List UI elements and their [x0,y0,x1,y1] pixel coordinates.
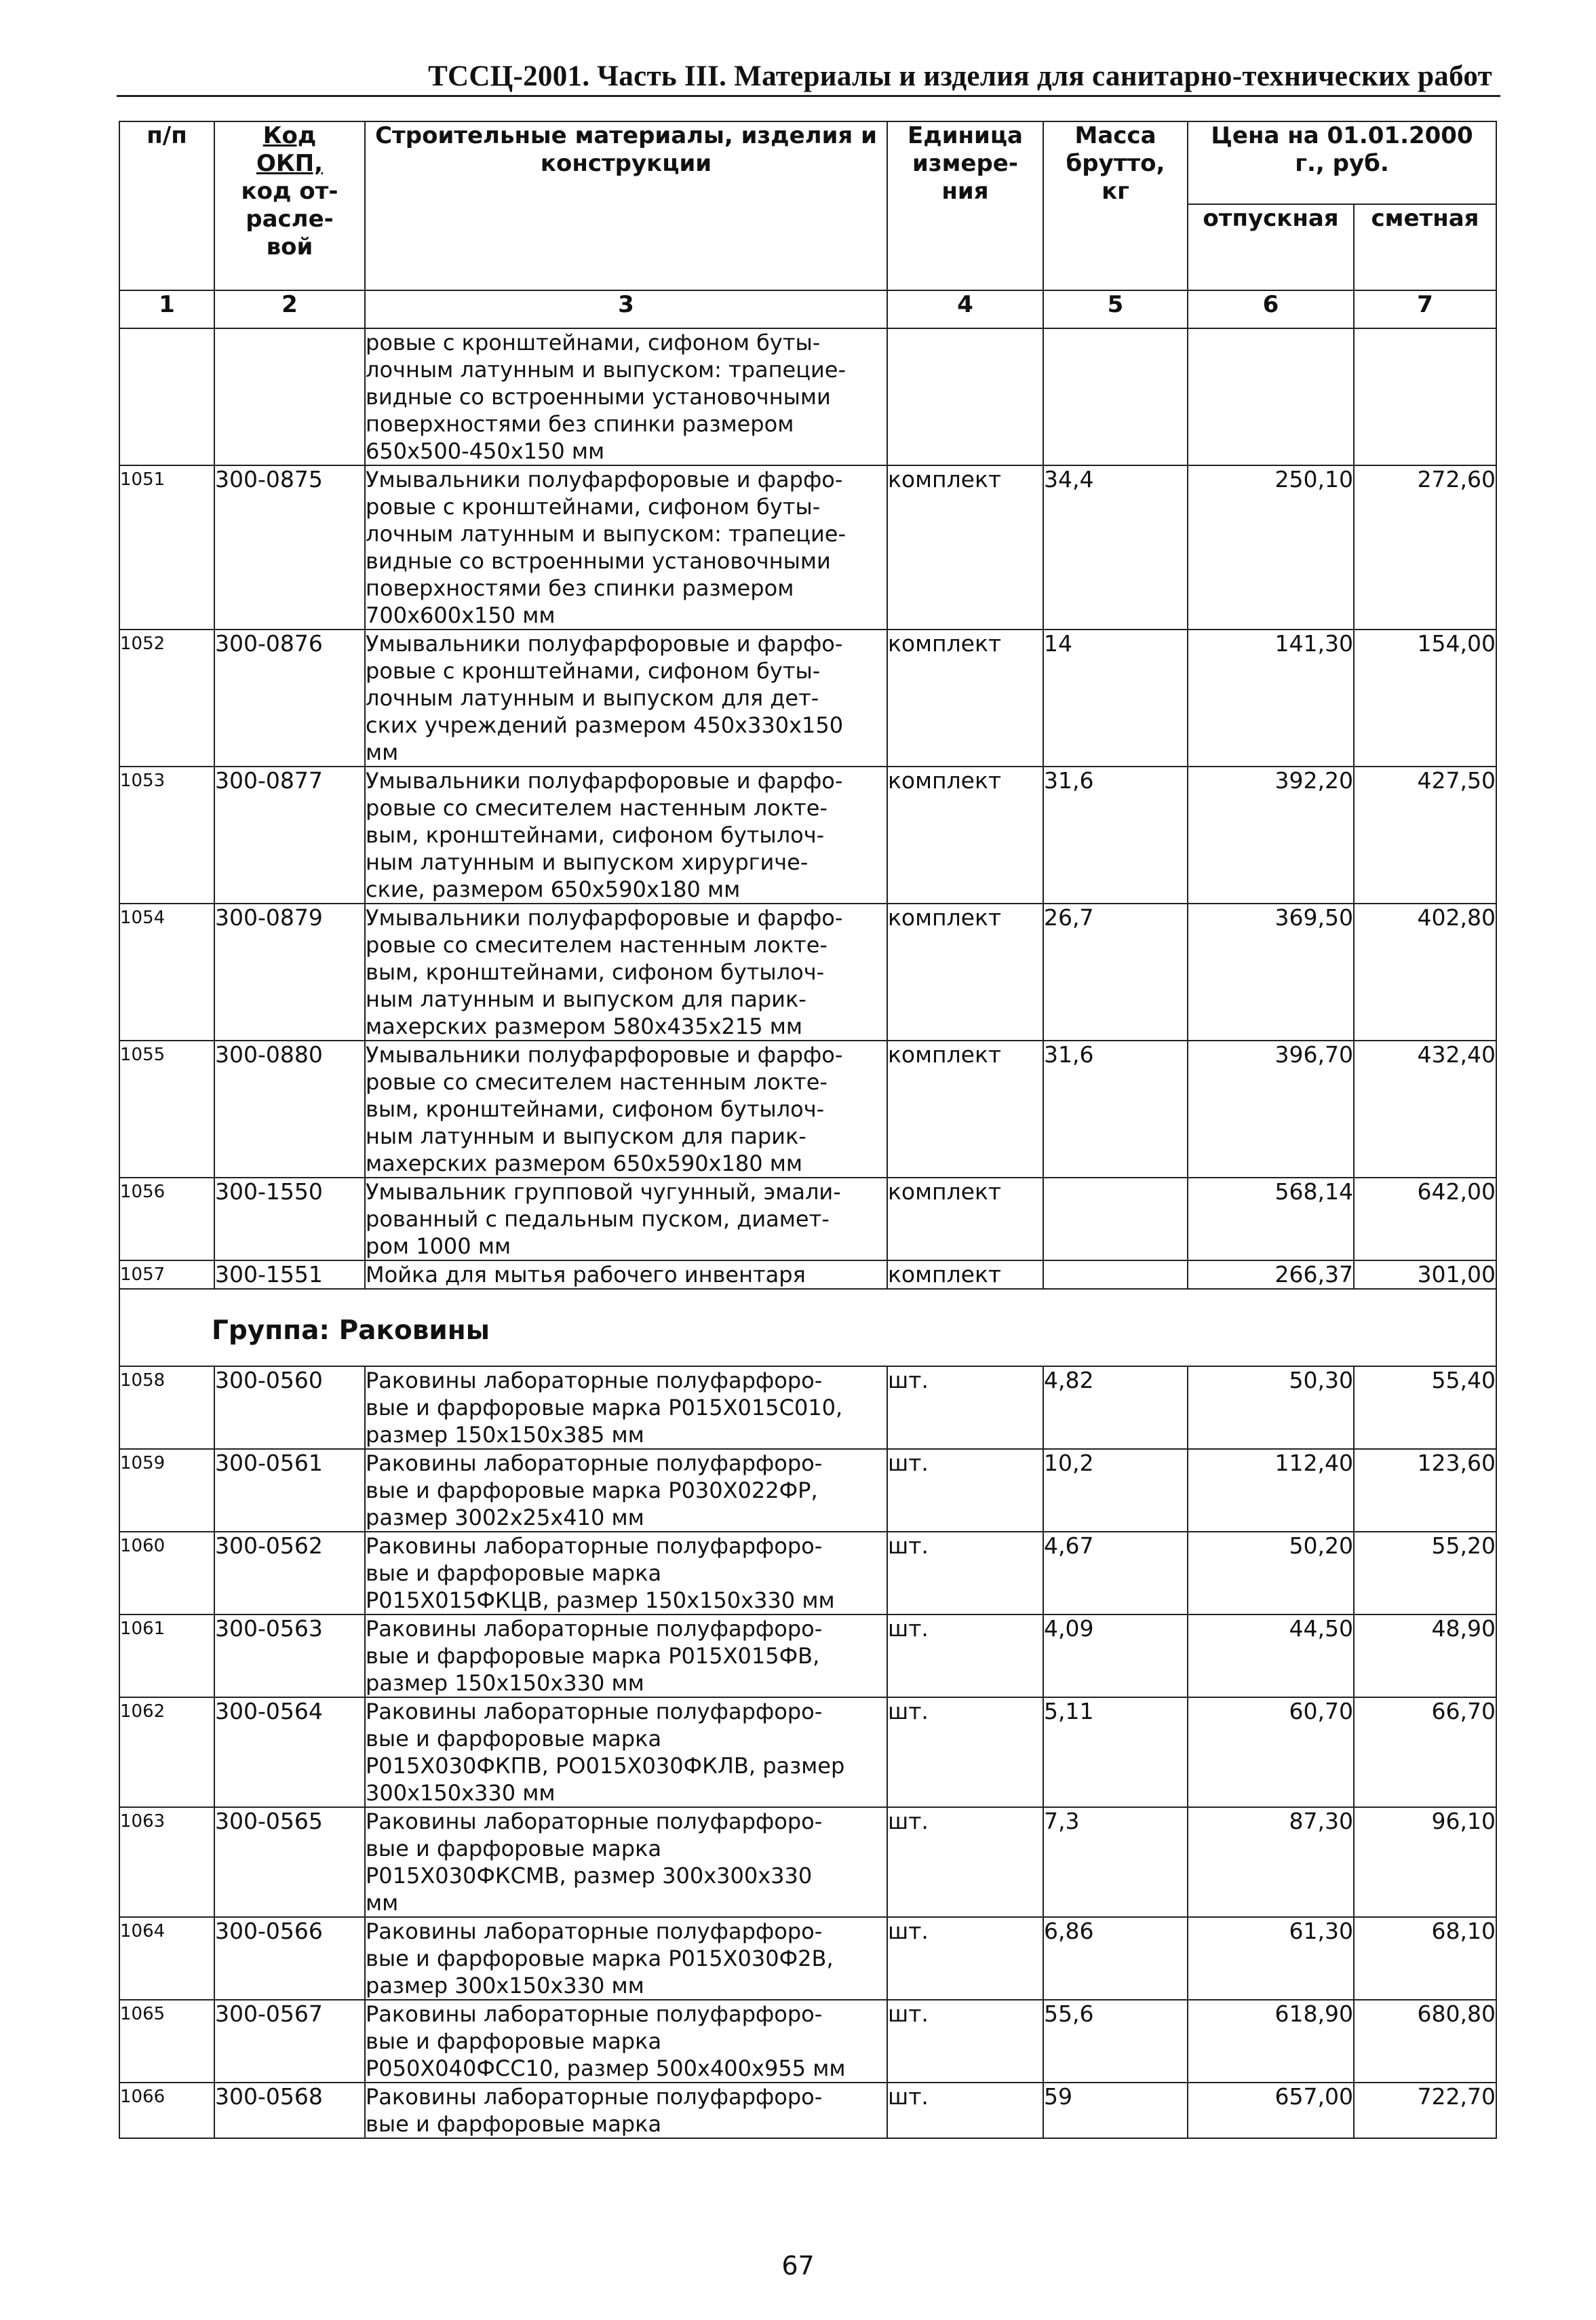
description-line: вые и фарфоровые марка Р030Х022ФР, [366,1477,818,1503]
description-line: ром 1000 мм [366,1233,511,1259]
product-code: 300-0562 [214,1532,365,1615]
unit-of-measure: шт. [887,1366,1043,1449]
product-code: 300-1551 [214,1260,365,1289]
description-line: вые и фарфоровые марка [366,1836,662,1861]
estimate-price: 301,00 [1354,1260,1496,1289]
description-line: Умывальники полуфарфоровые и фарфо- [366,467,843,492]
column-number-row [119,290,1496,328]
description-line: размер 3002х25х410 мм [366,1505,644,1530]
table-row [119,1615,1496,1697]
row-number: 1056 [119,1178,214,1260]
continuation-description: ровые с кронштейнами, сифоном буты- лочным латунным и выпуском: трапецие- видные со встроенными установочными поверхностями без спинки размером 650х500-450х150 мм [365,328,887,465]
product-code: 300-0564 [214,1697,365,1807]
unit-of-measure: шт. [887,1697,1043,1807]
column-number: 1 [119,290,214,328]
gross-mass: 26,7 [1043,904,1188,1041]
materials-price-table [119,121,1497,2139]
row-number: 1061 [119,1615,214,1697]
item-description [365,2000,887,2083]
gross-mass: 14 [1043,630,1188,767]
page-number: 67 [781,2251,815,2281]
description-line: размер 300х150х330 мм [366,1973,644,1998]
description-line: Раковины лабораторные полуфарфоро- [366,2084,823,2110]
description-line: вым, кронштейнами, сифоном бутылоч- [366,822,825,848]
row-number: 1054 [119,904,214,1041]
column-number: 4 [887,290,1043,328]
estimate-price: 154,00 [1354,630,1496,767]
unit-of-measure: комплект [887,1178,1043,1260]
table-row [119,1260,1496,1289]
gross-mass [1043,1260,1188,1289]
description-line: махерских размером 580х435х215 мм [366,1013,803,1039]
description-line: ным латунным и выпуском для парик- [366,986,806,1012]
table-body-sinks [119,1366,1496,2138]
item-description [365,1178,887,1260]
table-row [119,1041,1496,1178]
description-line: вые и фарфоровые марка [366,2028,662,2054]
description-line: 700х600х150 мм [366,602,556,628]
table-body-washbasins [119,328,1496,1289]
unit-of-measure: комплект [887,904,1043,1041]
unit-of-measure: комплект [887,465,1043,630]
row-number: 1051 [119,465,214,630]
header-description: Строительные материалы, изделия и конструкции [365,121,887,290]
description-line: вые и фарфоровые марка Р015Х030Ф2В, [366,1946,834,1971]
row-number: 1062 [119,1697,214,1807]
estimate-price: 402,80 [1354,904,1496,1041]
description-line: ровые с кронштейнами, сифоном буты- [366,494,821,520]
unit-of-measure: шт. [887,1532,1043,1615]
description-line: ровые со смесителем настенным локте- [366,1069,828,1095]
table-row [119,1697,1496,1807]
column-number: 6 [1188,290,1354,328]
description-line: вые и фарфоровые марка [366,1726,662,1752]
unit-of-measure: комплект [887,767,1043,904]
description-line: Раковины лабораторные полуфарфоро- [366,1809,823,1834]
unit-of-measure: шт. [887,2000,1043,2083]
item-description [365,1807,887,1917]
product-code: 300-1550 [214,1178,365,1260]
product-code: 300-0561 [214,1449,365,1532]
gross-mass: 4,67 [1043,1532,1188,1615]
row-number: 1052 [119,630,214,767]
release-price: 396,70 [1188,1041,1354,1178]
description-line: мм [366,1890,399,1916]
release-price: 266,37 [1188,1260,1354,1289]
item-description [365,1449,887,1532]
product-code: 300-0567 [214,2000,365,2083]
group-title: Группа: Раковины [212,1315,490,1346]
unit-of-measure: комплект [887,1260,1043,1289]
description-line: Р015Х030ФКПВ, РО015Х030ФКЛВ, размер [366,1753,845,1779]
description-line: Раковины лабораторные полуфарфоро- [366,1450,823,1476]
unit-of-measure: шт. [887,1449,1043,1532]
estimate-price: 427,50 [1354,767,1496,904]
unit-of-measure: шт. [887,1615,1043,1697]
description-line: поверхностями без спинки размером [366,575,794,601]
description-line: лочным латунным и выпуском для дет- [366,685,819,711]
description-line: ным латунным и выпуском хирургиче- [366,849,809,875]
running-header-title: ТССЦ-2001. Часть III. Материалы и изделия для санитарно-технических работ [428,60,1492,92]
description-line: Умывальники полуфарфоровые и фарфо- [366,905,843,931]
description-line: ным латунным и выпуском для парик- [366,1123,806,1149]
row-number: 1058 [119,1366,214,1449]
continuation-row [119,328,1496,465]
header-code: Код ОКП, код от- расле- вой [214,121,365,290]
estimate-price: 680,80 [1354,2000,1496,2083]
table-row [119,1532,1496,1615]
release-price: 568,14 [1188,1178,1354,1260]
header-price-release: отпускная [1188,204,1354,290]
release-price: 50,30 [1188,1366,1354,1449]
release-price: 618,90 [1188,2000,1354,2083]
release-price: 250,10 [1188,465,1354,630]
row-number: 1057 [119,1260,214,1289]
release-price: 50,20 [1188,1532,1354,1615]
column-number: 3 [365,290,887,328]
gross-mass [1043,1178,1188,1260]
table-row [119,904,1496,1041]
release-price: 61,30 [1188,1917,1354,2000]
item-description [365,767,887,904]
row-number: 1064 [119,1917,214,2000]
header-rule [117,95,1500,97]
table-row [119,1807,1496,1917]
product-code: 300-0568 [214,2083,365,2138]
description-line: Раковины лабораторные полуфарфоро- [366,1616,823,1642]
description-line: махерских размером 650х590х180 мм [366,1151,803,1176]
product-code: 300-0875 [214,465,365,630]
table-row [119,2000,1496,2083]
description-line: 300х150х330 мм [366,1780,556,1806]
header-price-estimate: сметная [1354,204,1496,290]
estimate-price: 68,10 [1354,1917,1496,2000]
description-line: Умывальники полуфарфоровые и фарфо- [366,631,843,657]
table-row [119,465,1496,630]
product-code: 300-0565 [214,1807,365,1917]
description-line: вым, кронштейнами, сифоном бутылоч- [366,959,825,985]
description-line: Умывальники полуфарфоровые и фарфо- [366,768,843,794]
item-description [365,1917,887,2000]
product-code: 300-0563 [214,1615,365,1697]
product-code: 300-0880 [214,1041,365,1178]
description-line: ровые с кронштейнами, сифоном буты- [366,658,821,684]
description-line: мм [366,739,399,765]
release-price: 112,40 [1188,1449,1354,1532]
product-code: 300-0566 [214,1917,365,2000]
description-line: ские, размером 650х590х180 мм [366,876,741,902]
table-row [119,630,1496,767]
release-price: 44,50 [1188,1615,1354,1697]
unit-of-measure: комплект [887,630,1043,767]
estimate-price: 55,20 [1354,1532,1496,1615]
item-description [365,1532,887,1615]
item-description [365,1260,887,1289]
release-price: 369,50 [1188,904,1354,1041]
description-line: Умывальник групповой чугунный, эмали- [366,1179,841,1205]
header-num: п/п [119,121,214,290]
estimate-price: 66,70 [1354,1697,1496,1807]
description-line: Р015Х015ФКЦВ, размер 150х150х330 мм [366,1587,835,1613]
unit-of-measure: шт. [887,1807,1043,1917]
group-heading-row [119,1289,1496,1366]
product-code: 300-0876 [214,630,365,767]
description-line: Мойка для мытья рабочего инвентаря [366,1262,806,1288]
description-line: Умывальники полуфарфоровые и фарфо- [366,1042,843,1068]
description-line: видные со встроенными установочными [366,548,831,574]
item-description [365,1366,887,1449]
row-number: 1066 [119,2083,214,2138]
description-line: Р050Х040ФСС10, размер 500х400х955 мм [366,2055,846,2081]
table-row [119,1917,1496,2000]
group-heading-body [119,1289,1496,1366]
description-line: размер 150х150х330 мм [366,1670,644,1696]
estimate-price: 722,70 [1354,2083,1496,2138]
description-line: вые и фарфоровые марка Р015Х015С010, [366,1395,843,1420]
release-price: 657,00 [1188,2083,1354,2138]
estimate-price: 272,60 [1354,465,1496,630]
description-line: Раковины лабораторные полуфарфоро- [366,1533,823,1559]
row-number: 1060 [119,1532,214,1615]
gross-mass: 31,6 [1043,1041,1188,1178]
description-line: ских учреждений размером 450х330х150 [366,712,844,738]
item-description [365,630,887,767]
header-mass: Масса брутто, кг [1043,121,1188,290]
row-number: 1055 [119,1041,214,1178]
description-line: Раковины лабораторные полуфарфоро- [366,1368,823,1393]
description-line: рованный с педальным пуском, диамет- [366,1206,830,1232]
item-description [365,465,887,630]
release-price: 60,70 [1188,1697,1354,1807]
item-description [365,904,887,1041]
estimate-price: 642,00 [1354,1178,1496,1260]
row-number: 1059 [119,1449,214,1532]
release-price: 141,30 [1188,630,1354,767]
description-line: размер 150х150х385 мм [366,1422,644,1448]
item-description [365,1041,887,1178]
column-number: 2 [214,290,365,328]
description-line: вые и фарфоровые марка [366,2111,662,2137]
item-description [365,2083,887,2138]
gross-mass: 4,82 [1043,1366,1188,1449]
gross-mass: 5,11 [1043,1697,1188,1807]
product-code: 300-0879 [214,904,365,1041]
table-row [119,1449,1496,1532]
description-line: Раковины лабораторные полуфарфоро- [366,1918,823,1944]
item-description [365,1697,887,1807]
gross-mass: 34,4 [1043,465,1188,630]
gross-mass: 6,86 [1043,1917,1188,2000]
product-code: 300-0560 [214,1366,365,1449]
description-line: вые и фарфоровые марка [366,1560,662,1586]
column-number: 7 [1354,290,1496,328]
description-line: лочным латунным и выпуском: трапецие- [366,521,846,547]
column-number: 5 [1043,290,1188,328]
description-line: вые и фарфоровые марка Р015Х015ФВ, [366,1643,820,1669]
table-header-row-top [119,121,1496,204]
description-line: ровые со смесителем настенным локте- [366,932,828,958]
estimate-price: 55,40 [1354,1366,1496,1449]
gross-mass: 31,6 [1043,767,1188,904]
header-price: Цена на 01.01.2000 г., руб. [1188,121,1496,204]
product-code: 300-0877 [214,767,365,904]
row-number: 1063 [119,1807,214,1917]
estimate-price: 96,10 [1354,1807,1496,1917]
header-unit: Единица измере- ния [887,121,1043,290]
gross-mass: 59 [1043,2083,1188,2138]
row-number: 1065 [119,2000,214,2083]
description-line: Р015Х030ФКСМВ, размер 300х300х330 [366,1863,813,1889]
release-price: 392,20 [1188,767,1354,904]
description-line: вым, кронштейнами, сифоном бутылоч- [366,1096,825,1122]
unit-of-measure: шт. [887,2083,1043,2138]
table-row [119,767,1496,904]
gross-mass: 4,09 [1043,1615,1188,1697]
table-row [119,1178,1496,1260]
gross-mass: 10,2 [1043,1449,1188,1532]
estimate-price: 48,90 [1354,1615,1496,1697]
row-number: 1053 [119,767,214,904]
table-row [119,1366,1496,1449]
description-line: Раковины лабораторные полуфарфоро- [366,1699,823,1724]
unit-of-measure: комплект [887,1041,1043,1178]
gross-mass: 55,6 [1043,2000,1188,2083]
estimate-price: 123,60 [1354,1449,1496,1532]
table-row [119,2083,1496,2138]
item-description [365,1615,887,1697]
description-line: ровые со смесителем настенным локте- [366,795,828,821]
release-price: 87,30 [1188,1807,1354,1917]
description-line: Раковины лабораторные полуфарфоро- [366,2001,823,2027]
gross-mass: 7,3 [1043,1807,1188,1917]
estimate-price: 432,40 [1354,1041,1496,1178]
unit-of-measure: шт. [887,1917,1043,2000]
